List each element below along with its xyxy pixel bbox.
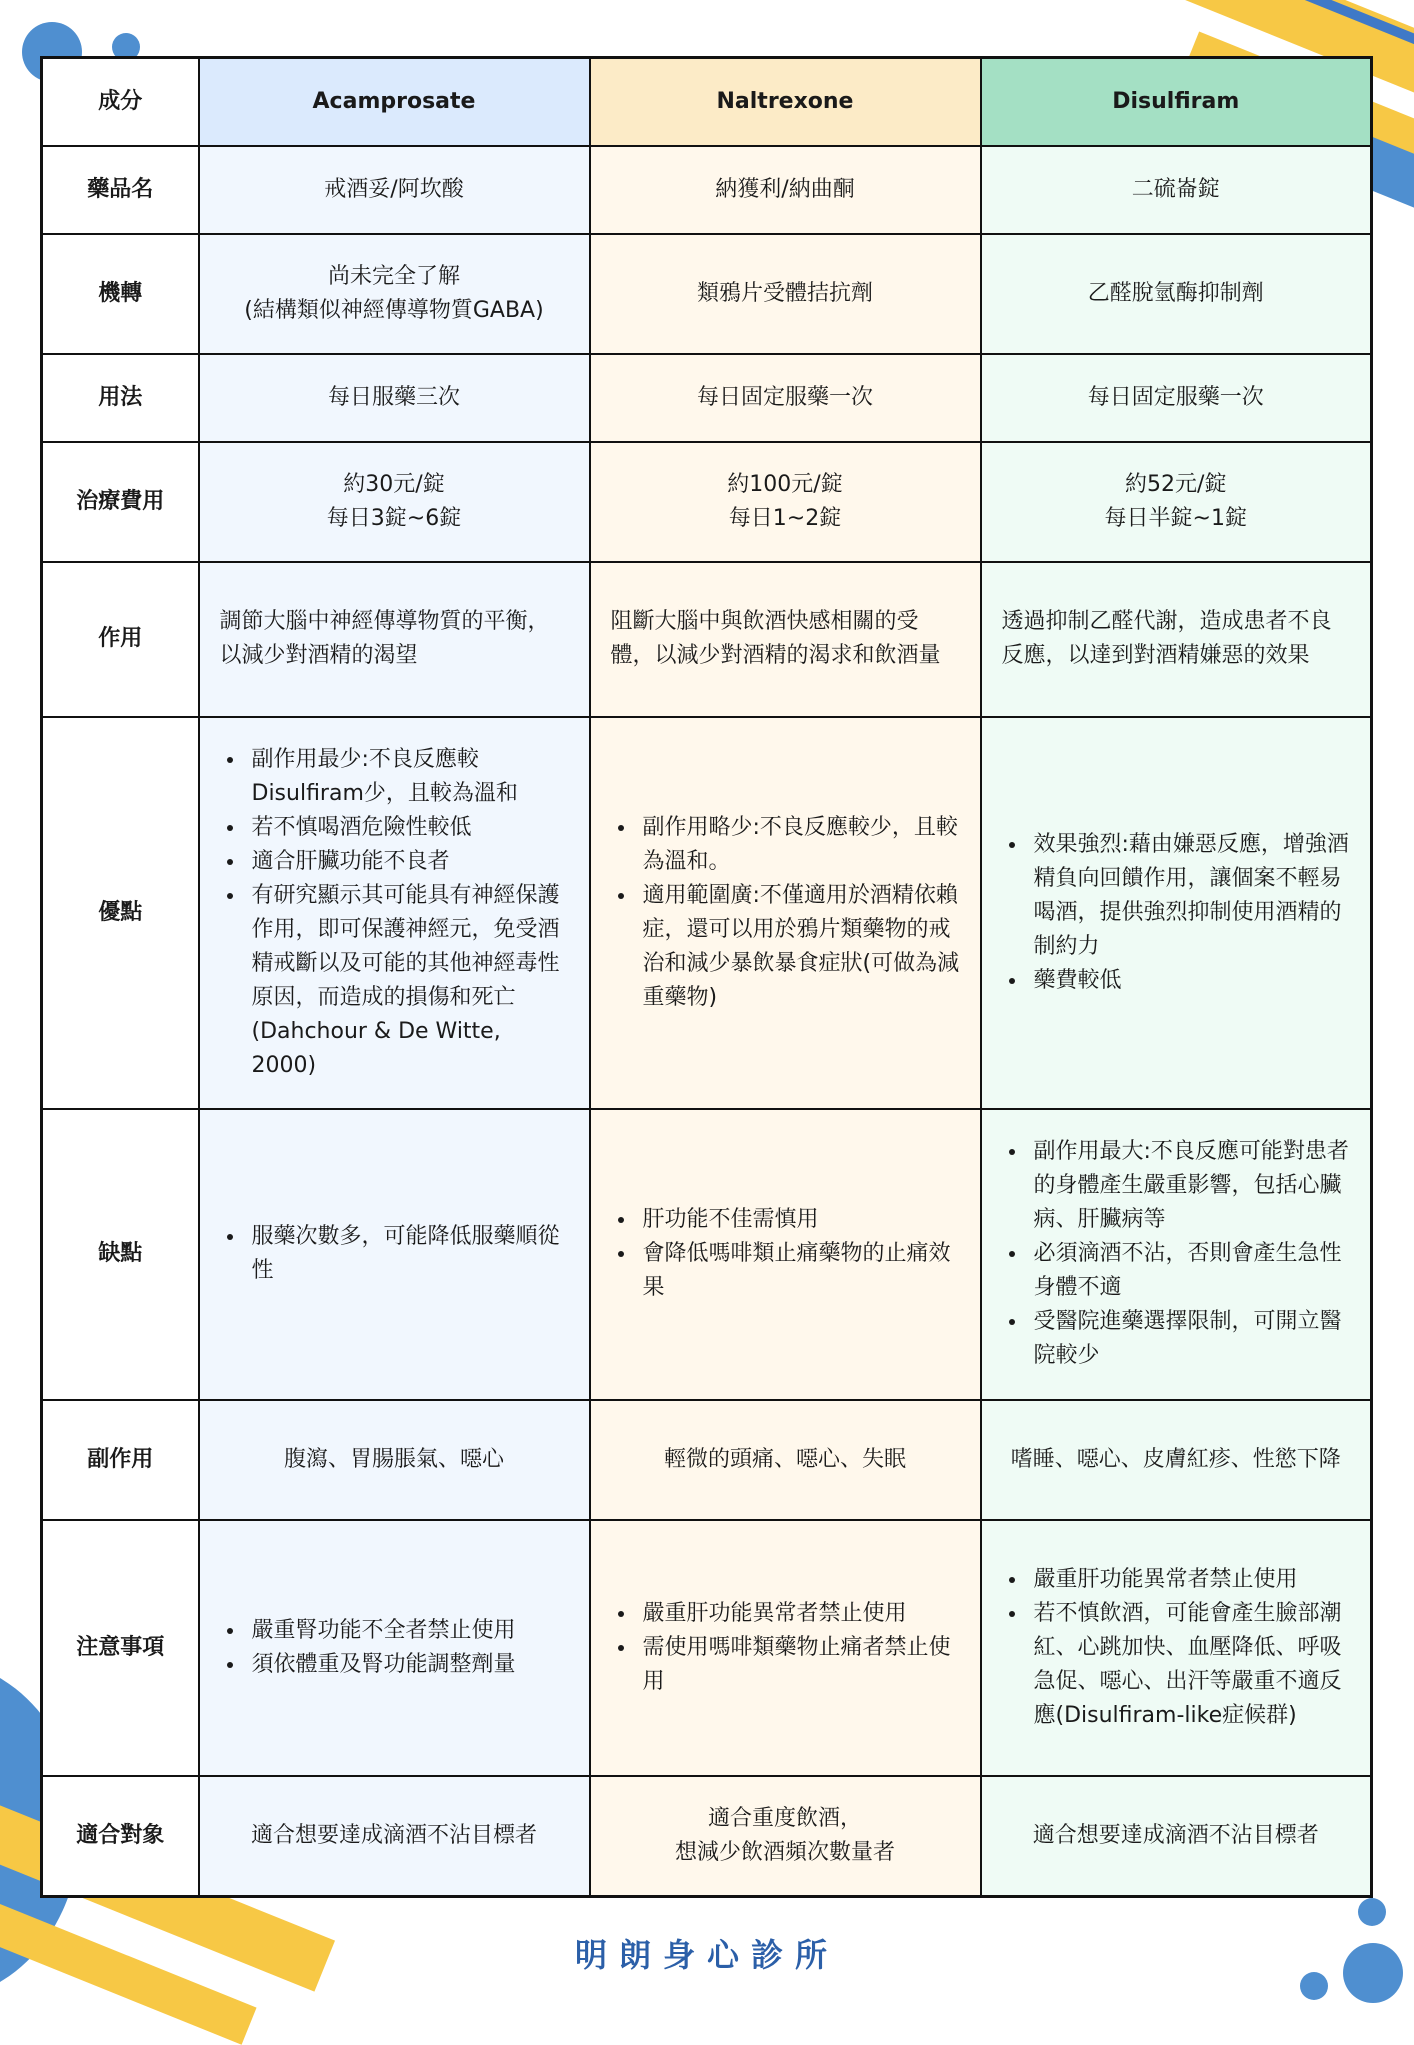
- cell-text: 每日固定服藥一次: [1087, 385, 1264, 411]
- bullet-item: • 若不慎喝酒危險性較低: [246, 811, 569, 845]
- table-row: [42, 717, 1372, 1110]
- table-cell: [199, 1400, 590, 1520]
- cell-text: 類鴉片受體拮抗劑: [696, 280, 873, 306]
- cell-text: 每日固定服藥一次: [696, 385, 873, 411]
- bullet-item: • 若不慎飲酒，可能會產生臉部潮紅、心跳加快、血壓降低、呼吸急促、噁心、出汗等嚴重不適反應(Disulfiram-like症候群): [1028, 1597, 1351, 1733]
- row-label: 治療費用: [42, 442, 199, 562]
- bullet-list: [611, 811, 960, 1015]
- cell-text: 二硫崙錠: [1131, 176, 1220, 202]
- bullet-list: [220, 1614, 569, 1682]
- cell-line: 每日半錠~1錠: [1104, 506, 1247, 532]
- row-label: 藥品名: [42, 146, 199, 234]
- bullet-list: [1002, 1563, 1351, 1733]
- bullet-item: • 副作用略少:不良反應較少，且較為溫和。: [637, 811, 960, 879]
- table-cell: [199, 354, 590, 442]
- bullet-list: [220, 743, 569, 1083]
- table-cell: [590, 234, 981, 354]
- table-row: [42, 1400, 1372, 1520]
- comparison-table: [40, 56, 1373, 1898]
- cell-line: 適合重度飲酒，: [707, 1806, 862, 1832]
- table-cell: [199, 1520, 590, 1776]
- cell-text: 調節大腦中神經傳導物質的平衡，以減少對酒精的渴望: [219, 609, 550, 669]
- bullet-item: • 適用範圍廣:不僅適用於酒精依賴症，還可以用於鴉片類藥物的戒治和減少暴飲暴食症狀(可做為減重藥物): [637, 879, 960, 1015]
- cell-text: 透過抑制乙醛代謝，造成患者不良反應，以達到對酒精嫌惡的效果: [1001, 609, 1332, 669]
- table-cell: [590, 1400, 981, 1520]
- row-label: 缺點: [42, 1109, 199, 1399]
- bullet-item: • 嚴重肝功能異常者禁止使用: [1028, 1563, 1351, 1597]
- decor-circle: [1358, 1898, 1386, 1926]
- row-label: 注意事項: [42, 1520, 199, 1776]
- table-cell: [199, 234, 590, 354]
- table-cell: [981, 442, 1372, 562]
- bullet-item: • 會降低嗎啡類止痛藥物的止痛效果: [637, 1237, 960, 1305]
- row-label: 作用: [42, 562, 199, 716]
- bullet-item: • 必須滴酒不沾，否則會產生急性身體不適: [1028, 1237, 1351, 1305]
- table-cell: [199, 1109, 590, 1399]
- table-cell: [981, 1109, 1372, 1399]
- cell-line: 每日1~2錠: [728, 506, 842, 532]
- cell-line: 每日3錠~6錠: [326, 506, 462, 532]
- table-row: [42, 442, 1372, 562]
- table-row: [42, 234, 1372, 354]
- table-cell: [981, 354, 1372, 442]
- table-cell: [981, 717, 1372, 1110]
- bullet-item: • 服藥次數多，可能降低服藥順從性: [246, 1220, 569, 1288]
- row-label: 副作用: [42, 1400, 199, 1520]
- bullet-item: • 需使用嗎啡類藥物止痛者禁止使用: [637, 1631, 960, 1699]
- row-label: 機轉: [42, 234, 199, 354]
- cell-text: 適合想要達成滴酒不沾目標者: [1032, 1823, 1319, 1849]
- bullet-item: • 適合肝臟功能不良者: [246, 845, 569, 879]
- cell-text: 適合想要達成滴酒不沾目標者: [250, 1823, 537, 1849]
- clinic-name-footer: 明朗身心診所: [574, 1936, 839, 1974]
- header-cell-acamprosate: Acamprosate: [199, 58, 590, 146]
- bullet-item: • 藥費較低: [1028, 964, 1351, 998]
- cell-line: 想減少飲酒頻次數量者: [674, 1840, 895, 1866]
- table-cell: [981, 1776, 1372, 1896]
- cell-text: 乙醛脫氫酶抑制劑: [1087, 280, 1264, 306]
- table-cell: [199, 717, 590, 1110]
- table-row: [42, 146, 1372, 234]
- decor-circle: [1300, 1972, 1328, 2000]
- bullet-item: • 副作用最大:不良反應可能對患者的身體產生嚴重影響，包括心臟病、肝臟病等: [1028, 1135, 1351, 1237]
- header-cell-disulfiram: Disulfiram: [981, 58, 1372, 146]
- cell-text: 納獲利/納曲酮: [715, 176, 855, 202]
- table-cell: [981, 234, 1372, 354]
- bullet-item: • 嚴重肝功能異常者禁止使用: [637, 1597, 960, 1631]
- table-row: [42, 1109, 1372, 1399]
- bullet-item: • 肝功能不佳需慎用: [637, 1203, 960, 1237]
- table-row: [42, 354, 1372, 442]
- table-header-row: [42, 58, 1372, 146]
- cell-line: 約52元/錠: [1125, 472, 1227, 498]
- table-cell: [199, 442, 590, 562]
- table-cell: [590, 146, 981, 234]
- table-cell: [199, 562, 590, 716]
- table-cell: [590, 442, 981, 562]
- bullet-item: • 有研究顯示其可能具有神經保護作用，即可保護神經元，免受酒精戒斷以及可能的其他神經毒性原因，而造成的損傷和死亡(Dahchour & De Witte, 2000): [246, 879, 569, 1083]
- cell-line: 尚未完全了解: [327, 263, 460, 289]
- row-label: 用法: [42, 354, 199, 442]
- table-cell: [981, 146, 1372, 234]
- bullet-list: [611, 1597, 960, 1699]
- bullet-item: • 須依體重及腎功能調整劑量: [246, 1648, 569, 1682]
- bullet-item: • 效果強烈:藉由嫌惡反應，增強酒精負向回饋作用，讓個案不輕易喝酒，提供強烈抑制使用酒精的制約力: [1028, 828, 1351, 964]
- header-cell-naltrexone: Naltrexone: [590, 58, 981, 146]
- table-row: [42, 1776, 1372, 1896]
- table-cell: [590, 1520, 981, 1776]
- table-cell: [981, 1400, 1372, 1520]
- cell-text: 每日服藥三次: [327, 385, 460, 411]
- bullet-item: • 嚴重腎功能不全者禁止使用: [246, 1614, 569, 1648]
- table-cell: [199, 1776, 590, 1896]
- cell-line: 約30元/錠: [343, 472, 445, 498]
- cell-text: 輕微的頭痛、噁心、失眠: [663, 1446, 906, 1472]
- table-cell: [590, 1109, 981, 1399]
- table-row: [42, 1520, 1372, 1776]
- table-cell: [590, 717, 981, 1110]
- table-cell: [590, 562, 981, 716]
- cell-line: 約100元/錠: [727, 472, 843, 498]
- cell-line: (結構類似神經傳導物質GABA): [244, 297, 544, 323]
- bullet-list: [611, 1203, 960, 1305]
- bullet-list: [1002, 1135, 1351, 1373]
- table-cell: [981, 562, 1372, 716]
- table-cell: [590, 354, 981, 442]
- cell-text: 阻斷大腦中與飲酒快感相關的受體，以減少對酒精的渴求和飲酒量: [610, 609, 941, 669]
- cell-text: 戒酒妥/阿坎酸: [324, 176, 464, 202]
- bullet-list: [1002, 828, 1351, 998]
- bullet-item: • 副作用最少:不良反應較Disulfiram少，且較為溫和: [246, 743, 569, 811]
- table-cell: [199, 146, 590, 234]
- bullet-item: • 受醫院進藥選擇限制，可開立醫院較少: [1028, 1305, 1351, 1373]
- table-row: [42, 562, 1372, 716]
- table-cell: [590, 1776, 981, 1896]
- row-label: 適合對象: [42, 1776, 199, 1896]
- bullet-list: [220, 1220, 569, 1288]
- cell-text: 腹瀉、胃腸脹氣、噁心: [283, 1446, 504, 1472]
- header-cell-ingredient: 成分: [42, 58, 199, 146]
- table-cell: [981, 1520, 1372, 1776]
- cell-text: 嗜睡、噁心、皮膚紅疹、性慾下降: [1010, 1446, 1341, 1472]
- row-label: 優點: [42, 717, 199, 1110]
